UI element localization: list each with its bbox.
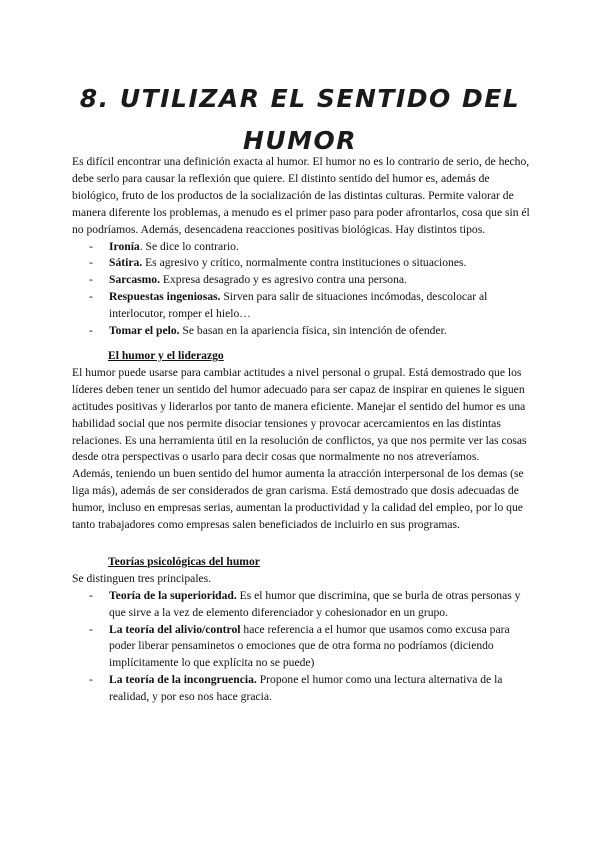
list-item-term: Sátira. <box>109 256 143 270</box>
section-heading-theories: Teorías psicológicas del humor <box>108 554 260 568</box>
list-item-term: La teoría de la incongruencia. <box>109 673 257 687</box>
list-item-term: La teoría del alivio/control <box>109 622 241 636</box>
document-body <box>72 154 530 706</box>
list-item-term: Sarcasmo. <box>109 273 160 287</box>
list-item-desc: Propone el humor como una lectura alternativa de la realidad, y por eso nos hace gracia. <box>109 673 503 704</box>
list-item-term: Ironía <box>109 239 140 253</box>
list-item <box>72 323 530 340</box>
leadership-paragraph-1: El humor puede usarse para cambiar actitudes a nivel personal o grupal. Está demostrado que los líderes deben tener un sentido del humor adecuado para ser capaz de inspirar en quienes le siguen actitudes positivas y liderarlos por tanto de manera eficiente. Manejar el sentido del humor es una habilidad social que nos permite disociar tensiones y provocar acercamientos en las distintas relaciones. Es una herramienta útil en la resolución de conflictos, ya que nos permite ver las cosas desde otra perspectivas o usarlo para decir cosas que normalmente no nos atreveríamos. <box>72 365 527 464</box>
page-title: 8. UTILIZAR EL SENTIDO DEL HUMOR <box>79 84 521 155</box>
leadership-paragraph-2: Además, teniendo un buen sentido del humor aumenta la atracción interpersonal de los demas (se liga más), además de ser considerados de gran carisma. Está demostrado que dosis adecuadas de humor, incluso en empresas serias, aumentan la productividad y la calidad del empleo, por lo que tanto trabajadores como empresas salen beneficiados de incluirlo en sus programas. <box>72 467 524 532</box>
list-item-desc: hace referencia a el humor que usamos como excusa para poder liberar pensaminetos o emociones que de otra forma no podríamos (diciendo implícitamente lo que explícita no se puede) <box>109 622 510 670</box>
list-item-term: Teoría de la superioridad. <box>109 588 237 602</box>
list-item <box>72 672 530 706</box>
list-item-desc: Expresa desagrado y es agresivo contra una persona. <box>160 273 407 287</box>
list-item-desc: Se basan en la apariencia física, sin intención de ofender. <box>179 324 447 338</box>
intro-paragraph: Es difícil encontrar una definición exacta al humor. El humor no es lo contrario de serio, de hecho, debe serlo para causar la reflexión que quiere. El distinto sentido del humor es, además de biológico, fruto de los productos de la socialización de las distintas culturas. Permite valorar de manera diferente los problemas, a menudo es el primer paso para poder afrontarlos, cosa que sin él no podríamos. Además, desencadena reacciones positivas biológicas. Hay distintos tipos. <box>72 155 530 236</box>
list-item-desc: Sirven para salir de situaciones incómodas, descolocar al interlocutor, romper el hielo… <box>109 290 488 321</box>
humor-types-list <box>72 239 530 340</box>
section-heading-leadership: El humor y el liderazgo <box>108 348 224 362</box>
list-item-term: Tomar el pelo. <box>109 324 180 338</box>
theories-list <box>72 588 530 706</box>
list-item <box>72 239 530 256</box>
list-item-desc: Es agresivo y crítico, normalmente contra instituciones o situaciones. <box>142 256 467 270</box>
list-item <box>72 588 530 622</box>
list-item-term: Respuestas ingeniosas. <box>109 290 221 304</box>
list-item <box>72 255 530 272</box>
list-item <box>72 622 530 673</box>
list-item-desc: . Se dice lo contrario. <box>139 239 239 253</box>
theories-intro: Se distinguen tres principales. <box>72 571 212 585</box>
list-item <box>72 272 530 289</box>
list-item <box>72 289 530 323</box>
list-item-desc: Es el humor que discrimina, que se burla de otras personas y que sirve a la vez de elemento diferenciador y cohesionador en un grupo. <box>109 588 521 619</box>
